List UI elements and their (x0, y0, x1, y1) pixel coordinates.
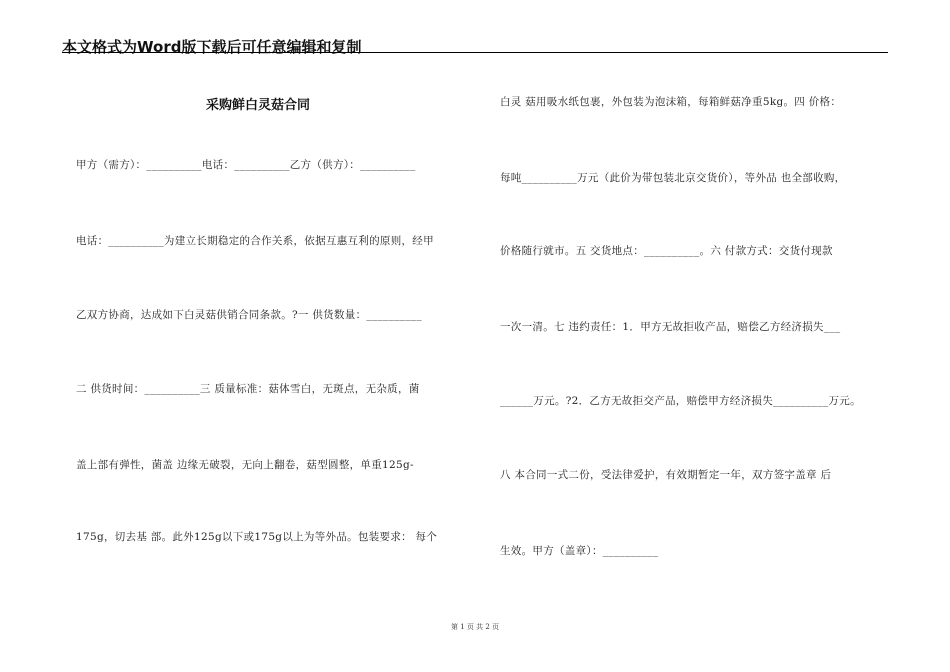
text-line: 乙双方协商，达成如下白灵菇供销合同条款。?一 供货数量：__________ (76, 309, 422, 321)
text-line: 甲方（需方）：__________电话：__________乙方（供方）：__________ (76, 159, 416, 171)
text-line: 每吨__________万元（此价为带包装北京交货价），等外品 也全部收购， (500, 172, 846, 184)
text-line: 电话：__________为建立长期稳定的合作关系，依据互惠互利的原则，经甲 (76, 235, 434, 247)
document-title: 采购鲜白灵菇合同 (206, 98, 311, 113)
text-line: ______万元。?2．乙方无故拒交产品，赔偿甲方经济损失__________万元。 (500, 395, 861, 407)
header-banner: 本文格式为Word版下载后可任意编辑和复制 (62, 38, 362, 56)
text-line: 一次一清。七 违约责任：1．甲方无故拒收产品，赔偿乙方经济损失___ (500, 321, 841, 333)
text-line: 盖上部有弹性，菌盖 边缘无破裂，无向上翻卷，菇型圆整，单重125g- (76, 459, 414, 471)
page-indicator: 第 1 页 共 2 页 (450, 623, 500, 631)
text-line: 二 供货时间：__________三 质量标准：菇体雪白，无斑点，无杂质，菌 (76, 383, 420, 395)
header-divider (62, 52, 888, 53)
text-line: 白灵 菇用吸水纸包裹，外包装为泡沫箱，每箱鲜菇净重5kg。四 价格： (500, 96, 842, 108)
text-line: 生效。甲方（盖章）：__________ (500, 545, 659, 557)
text-line: 八 本合同一式二份，受法律爱护，有效期暂定一年，双方签字盖章 后 (500, 469, 832, 481)
text-line: 价格随行就市。五 交货地点：__________。六 付款方式：交货付现款 (500, 245, 833, 257)
text-line: 175g，切去基 部。此外125g以下或175g以上为等外品。包装要求： 每个 (76, 531, 438, 543)
